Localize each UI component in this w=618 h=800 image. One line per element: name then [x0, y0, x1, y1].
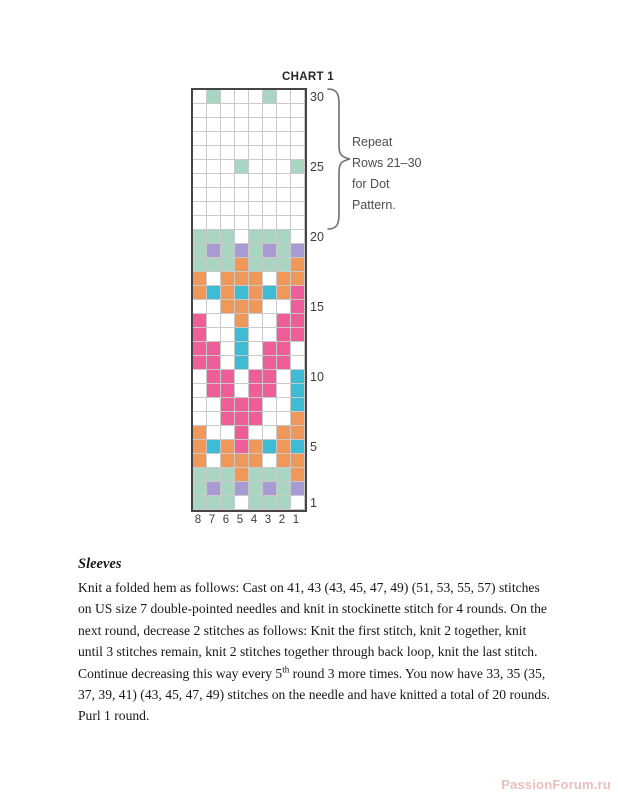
chart-cell	[277, 244, 291, 258]
chart-cell	[249, 328, 263, 342]
chart-cell	[221, 342, 235, 356]
row-number: 10	[310, 370, 324, 384]
chart-cell	[277, 132, 291, 146]
chart-cell	[193, 286, 207, 300]
chart-cell	[235, 468, 249, 482]
chart-cell	[249, 90, 263, 104]
chart-cell	[291, 258, 305, 272]
chart-cell	[249, 468, 263, 482]
chart-cell	[249, 356, 263, 370]
chart-cell	[235, 482, 249, 496]
chart-cell	[221, 132, 235, 146]
chart-cell	[277, 258, 291, 272]
chart-cell	[249, 258, 263, 272]
chart-cell	[291, 160, 305, 174]
chart-cell	[193, 160, 207, 174]
chart-cell	[193, 314, 207, 328]
repeat-annotation	[352, 132, 472, 216]
chart-cell	[263, 174, 277, 188]
chart-cell	[263, 468, 277, 482]
chart-cell	[193, 468, 207, 482]
chart-cell	[235, 440, 249, 454]
chart-cell	[249, 272, 263, 286]
chart-cell	[277, 398, 291, 412]
chart-cell	[207, 272, 221, 286]
chart-cell	[221, 314, 235, 328]
chart-cell	[249, 160, 263, 174]
chart-cell	[249, 118, 263, 132]
ordinal-superscript: th	[282, 664, 290, 675]
chart-cell	[291, 90, 305, 104]
chart-cell	[277, 454, 291, 468]
chart-cell	[221, 398, 235, 412]
row-number: 1	[310, 496, 317, 510]
chart-cell	[291, 328, 305, 342]
chart-cell	[235, 132, 249, 146]
chart-cell	[291, 342, 305, 356]
chart-cell	[291, 188, 305, 202]
chart-cell	[193, 370, 207, 384]
chart-cell	[193, 174, 207, 188]
chart-cell	[193, 244, 207, 258]
chart-cell	[207, 216, 221, 230]
chart-cell	[221, 300, 235, 314]
chart-cell	[207, 496, 221, 510]
chart-cell	[249, 342, 263, 356]
chart-cell	[291, 174, 305, 188]
chart-cell	[207, 384, 221, 398]
stitch-number: 1	[292, 514, 300, 526]
chart-cell	[277, 90, 291, 104]
chart-cell	[207, 398, 221, 412]
chart-cell	[207, 188, 221, 202]
chart-cell	[235, 174, 249, 188]
chart-cell	[221, 468, 235, 482]
chart-cell	[291, 118, 305, 132]
chart-cell	[207, 132, 221, 146]
chart-cell	[235, 216, 249, 230]
chart-cell	[235, 496, 249, 510]
chart-cell	[193, 482, 207, 496]
repeat-annotation-line: Repeat	[352, 135, 393, 149]
chart-cell	[235, 90, 249, 104]
chart-cell	[249, 244, 263, 258]
chart-cell	[235, 258, 249, 272]
chart-cell	[235, 244, 249, 258]
chart-cell	[207, 412, 221, 426]
stitch-number: 8	[194, 514, 202, 526]
chart-cell	[291, 412, 305, 426]
chart-cell	[263, 314, 277, 328]
repeat-annotation-line: Pattern.	[352, 198, 396, 212]
chart-cell	[207, 202, 221, 216]
chart-cell	[263, 216, 277, 230]
row-number: 15	[310, 300, 324, 314]
chart-cell	[235, 146, 249, 160]
chart-cell	[263, 370, 277, 384]
chart-cell	[249, 440, 263, 454]
chart-cell	[263, 272, 277, 286]
chart-cell	[221, 118, 235, 132]
chart-cell	[291, 202, 305, 216]
chart-cell	[193, 202, 207, 216]
chart-cell	[207, 314, 221, 328]
chart-cell	[263, 398, 277, 412]
chart-cell	[207, 118, 221, 132]
chart-cell	[235, 412, 249, 426]
chart-cell	[277, 160, 291, 174]
stitch-number: 6	[222, 514, 230, 526]
chart-cell	[291, 132, 305, 146]
chart-cell	[235, 160, 249, 174]
section-heading: Sleeves	[78, 556, 122, 572]
repeat-annotation-line: for Dot	[352, 177, 390, 191]
chart-cell	[193, 188, 207, 202]
chart-cell	[235, 230, 249, 244]
chart-cell	[277, 370, 291, 384]
chart-cell	[277, 412, 291, 426]
chart-cell	[277, 314, 291, 328]
chart-cell	[235, 342, 249, 356]
chart-cell	[263, 118, 277, 132]
chart-cell	[291, 300, 305, 314]
chart-cell	[249, 230, 263, 244]
chart-title: CHART 1	[282, 71, 334, 83]
chart-cell	[193, 398, 207, 412]
chart-cell	[263, 300, 277, 314]
chart-cell	[221, 188, 235, 202]
chart-cell	[263, 384, 277, 398]
chart-cell	[221, 482, 235, 496]
chart-cell	[277, 356, 291, 370]
chart-cell	[249, 482, 263, 496]
chart-cell	[277, 202, 291, 216]
chart-cell	[263, 454, 277, 468]
chart-grid	[191, 88, 307, 512]
row-number: 5	[310, 440, 317, 454]
chart-cell	[277, 426, 291, 440]
chart-cell	[221, 146, 235, 160]
watermark: PassionForum.ru	[501, 777, 611, 792]
chart-cell	[235, 202, 249, 216]
chart-cell	[263, 104, 277, 118]
chart-cell	[221, 160, 235, 174]
chart-cell	[193, 90, 207, 104]
chart-cell	[193, 258, 207, 272]
chart-cell	[207, 90, 221, 104]
chart-cell	[207, 230, 221, 244]
chart-cell	[277, 216, 291, 230]
row-number: 25	[310, 160, 324, 174]
chart-cell	[193, 454, 207, 468]
chart-cell	[193, 342, 207, 356]
chart-cell	[235, 328, 249, 342]
chart-cell	[221, 230, 235, 244]
chart-cell	[277, 230, 291, 244]
chart-cell	[263, 328, 277, 342]
chart-cell	[221, 426, 235, 440]
chart-cell	[277, 104, 291, 118]
chart-cell	[263, 244, 277, 258]
chart-cell	[221, 272, 235, 286]
chart-cell	[263, 426, 277, 440]
chart-cell	[221, 174, 235, 188]
chart-cell	[249, 202, 263, 216]
chart-cell	[193, 146, 207, 160]
chart-cell	[263, 258, 277, 272]
chart-cell	[221, 384, 235, 398]
chart-cell	[221, 412, 235, 426]
chart-cell	[277, 118, 291, 132]
stitch-number: 2	[278, 514, 286, 526]
chart-cell	[291, 370, 305, 384]
chart-cell	[249, 398, 263, 412]
chart-cell	[291, 398, 305, 412]
chart-cell	[207, 328, 221, 342]
chart-cell	[249, 454, 263, 468]
chart-cell	[291, 272, 305, 286]
chart-cell	[207, 146, 221, 160]
chart-cell	[291, 440, 305, 454]
chart-cell	[207, 300, 221, 314]
chart-cell	[193, 384, 207, 398]
stitch-number: 3	[264, 514, 272, 526]
chart-cell	[221, 202, 235, 216]
row-number: 30	[310, 90, 324, 104]
chart-cell	[221, 286, 235, 300]
chart-cell	[221, 244, 235, 258]
chart-cell	[263, 202, 277, 216]
chart-cell	[277, 482, 291, 496]
chart-cell	[235, 370, 249, 384]
chart-cell	[193, 216, 207, 230]
chart-cell	[207, 482, 221, 496]
chart-cell	[235, 104, 249, 118]
chart-cell	[277, 384, 291, 398]
chart-cell	[263, 286, 277, 300]
chart-cell	[193, 300, 207, 314]
chart-cell	[263, 482, 277, 496]
stitch-number: 5	[236, 514, 244, 526]
chart-cell	[207, 174, 221, 188]
chart-cell	[263, 342, 277, 356]
chart-cell	[193, 272, 207, 286]
chart-cell	[207, 160, 221, 174]
chart-cell	[291, 286, 305, 300]
chart-cell	[193, 132, 207, 146]
chart-cell	[249, 188, 263, 202]
chart-cell	[249, 384, 263, 398]
chart-cell	[207, 440, 221, 454]
chart-cell	[235, 398, 249, 412]
sleeves-section	[78, 556, 552, 727]
repeat-annotation-line: Rows 21–30	[352, 156, 422, 170]
chart-cell	[207, 104, 221, 118]
chart-cell	[263, 440, 277, 454]
chart-cell	[291, 104, 305, 118]
chart-cell	[277, 188, 291, 202]
chart-cell	[277, 440, 291, 454]
chart-cell	[249, 146, 263, 160]
paragraph-text: round 3 more times. You now have 33, 35 (35, 37, 39, 41) (43, 45, 47, 49) stitches on the needle and have knitted a total of 20 rounds. Purl 1 round.	[78, 665, 550, 724]
chart-cell	[235, 384, 249, 398]
chart-cell	[221, 216, 235, 230]
chart-cell	[207, 370, 221, 384]
knitting-chart	[193, 71, 422, 526]
chart-cell	[291, 426, 305, 440]
chart-cell	[263, 146, 277, 160]
chart-cell	[207, 258, 221, 272]
chart-cell	[207, 356, 221, 370]
chart-cell	[277, 272, 291, 286]
chart-cell	[221, 440, 235, 454]
chart-cell	[249, 104, 263, 118]
chart-cell	[263, 132, 277, 146]
chart-cell	[235, 118, 249, 132]
chart-cell	[193, 104, 207, 118]
chart-cell	[291, 314, 305, 328]
chart-cell	[207, 244, 221, 258]
chart-cell	[277, 146, 291, 160]
chart-cell	[277, 174, 291, 188]
chart-cell	[249, 174, 263, 188]
chart-cell	[249, 426, 263, 440]
chart-cell	[193, 412, 207, 426]
chart-cell	[277, 300, 291, 314]
chart-cell	[277, 468, 291, 482]
chart-cell	[193, 496, 207, 510]
chart-cell	[291, 216, 305, 230]
chart-cell	[291, 356, 305, 370]
chart-cell	[249, 496, 263, 510]
chart-cell	[207, 286, 221, 300]
chart-cell	[193, 230, 207, 244]
chart-cell	[291, 454, 305, 468]
chart-cell	[263, 356, 277, 370]
chart-cell	[291, 468, 305, 482]
chart-cell	[207, 468, 221, 482]
repeat-brace	[326, 87, 352, 231]
section-paragraph	[78, 577, 552, 727]
chart-cell	[221, 496, 235, 510]
chart-cell	[291, 244, 305, 258]
chart-cell	[277, 496, 291, 510]
chart-cell	[277, 328, 291, 342]
chart-cell	[263, 188, 277, 202]
chart-cell	[263, 90, 277, 104]
chart-cell	[291, 230, 305, 244]
chart-cell	[235, 314, 249, 328]
chart-cell	[249, 286, 263, 300]
chart-cell	[277, 286, 291, 300]
stitch-number: 4	[250, 514, 258, 526]
chart-cell	[221, 356, 235, 370]
chart-cell	[221, 328, 235, 342]
chart-cell	[249, 132, 263, 146]
chart-cell	[193, 356, 207, 370]
chart-cell	[235, 356, 249, 370]
paragraph-text: Knit a folded hem as follows: Cast on 41, 43 (43, 45, 47, 49) (51, 53, 55, 57) stitches on US size 7 double-pointed needles and knit in stockinette stitch for 4 rounds. On the next round, decrease 2 stitches as follows: Knit the first stitch, knit 2 together, knit until 3 stitches remain, knit 2 stitches together through back loop, knit the last stitch. Continue decreasing this way every 5	[78, 580, 547, 681]
chart-cell	[249, 216, 263, 230]
chart-cell	[291, 384, 305, 398]
chart-cell	[277, 342, 291, 356]
chart-cell	[235, 426, 249, 440]
chart-cell	[221, 258, 235, 272]
chart-cell	[291, 146, 305, 160]
chart-cell	[235, 188, 249, 202]
chart-cell	[235, 300, 249, 314]
chart-cell	[263, 412, 277, 426]
chart-cell	[193, 118, 207, 132]
chart-cell	[235, 286, 249, 300]
chart-cell	[221, 90, 235, 104]
chart-cell	[221, 104, 235, 118]
chart-cell	[249, 370, 263, 384]
chart-cell	[193, 426, 207, 440]
chart-cell	[263, 230, 277, 244]
chart-cell	[249, 314, 263, 328]
chart-cell	[263, 160, 277, 174]
chart-cell	[263, 496, 277, 510]
chart-cell	[291, 496, 305, 510]
chart-cell	[193, 328, 207, 342]
chart-cell	[235, 454, 249, 468]
chart-cell	[207, 426, 221, 440]
chart-cell	[193, 440, 207, 454]
chart-cell	[207, 342, 221, 356]
chart-cell	[291, 482, 305, 496]
chart-cell	[249, 300, 263, 314]
row-number: 20	[310, 230, 324, 244]
chart-cell	[249, 412, 263, 426]
chart-cell	[235, 272, 249, 286]
chart-cell	[221, 370, 235, 384]
stitch-number: 7	[208, 514, 216, 526]
chart-cell	[207, 454, 221, 468]
chart-cell	[221, 454, 235, 468]
